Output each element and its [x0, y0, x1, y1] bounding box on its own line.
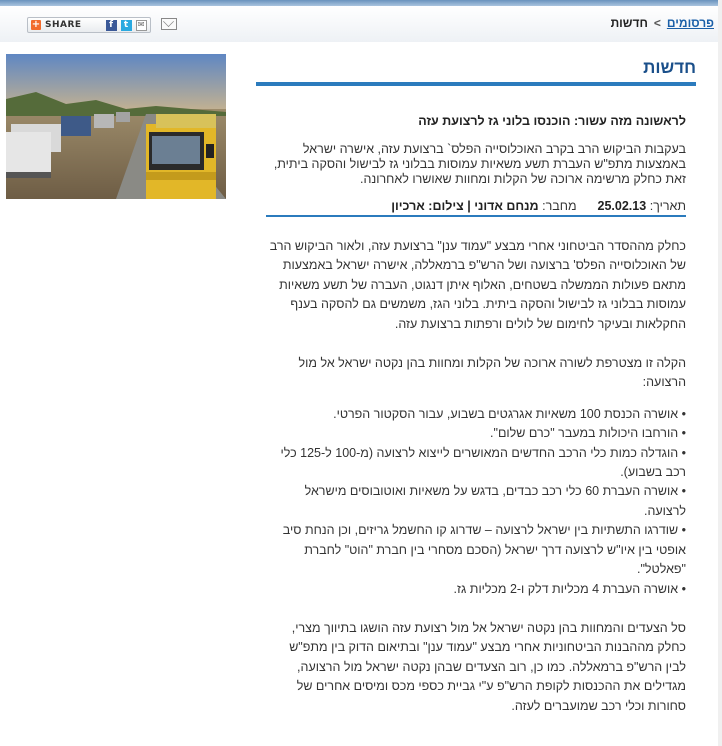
date-value: 25.02.13	[597, 199, 647, 213]
trucks-photo-illustration	[6, 54, 226, 199]
article-subtitle: לראשונה מזה עשור: הוכנסו בלוני גז לרצועת עזה	[418, 114, 686, 128]
author-label: מחבר:	[542, 199, 577, 213]
list-item: • אושרה העברת 4 מכליות דלק ו-2 מכליות גז.	[266, 580, 686, 599]
article-paragraph-2: הקלה זו מצטרפת לשורה ארוכה של הקלות ומחוות בהן נקטה ישראל אל מול הרצועה:	[298, 356, 686, 390]
list-item: • הוגדלה כמות כלי הרכב החדשים המאושרים לייצוא לרצועה (מ-100 ל-125 כלי רכב בשבוע).	[266, 444, 686, 483]
breadcrumb-current: חדשות	[610, 16, 648, 30]
list-item: • אושרה הכנסת 100 משאיות אגרגטים בשבוע, עבור הסקטור הפרטי.	[266, 405, 686, 424]
article-lead: בעקבות הביקוש הרב בקרב האוכלוסייה הפלס` ברצועת עזה, אישרה ישראל באמצעות מתפ"ש העברת תשע משאיות עמוסות בבלוני גז לבישול והסקה ביתית, זאת כחלק מרשימה ארוכה של הקלות ומחוות שאושרו לאחרונה.	[273, 142, 686, 186]
twitter-icon[interactable]: t	[121, 20, 132, 31]
author-value: מנחם אדוני | צילום: ארכיון	[391, 199, 539, 213]
article-photo	[6, 54, 226, 199]
scrollbar-edge	[718, 0, 722, 746]
email-icon[interactable]: ✉	[136, 20, 147, 31]
mail-icon[interactable]	[161, 18, 177, 30]
article-meta	[266, 199, 686, 217]
article-paragraph-3: סל הצעדים והמחוות בהן נקטה ישראל אל מול רצועת עזה הושגו בתיווך מצרי, כחלק מההבנות הביטחוניות אחרי מבצע "עמוד ענן" ובתיאום הדוק בין מתפ"ש לבין הרש"פ ברמאללה. כמו כן, רוב הצעדים שבהן נקטה ישראל מול הרצועה, מגדילים את ההכנסות לקופת הרש"פ ע"י גביית כספי מכס ומיסים אחרים של סחורות וכלי רכב שמועברים לעזה.	[289, 620, 686, 713]
list-item: • הורחבו היכולות במעבר "כרם שלום".	[266, 424, 686, 443]
facebook-icon[interactable]: f	[106, 20, 117, 31]
share-button[interactable]	[27, 17, 151, 33]
list-item: • שודרגו התשתיות בין ישראל לרצועה – שדרוג קו החשמל גריזים, וכן הנחת סיב אופטי בין איו"ש לרצועה דרך ישראל (הסכם מסחרי בין חברת "הוט" לחברת "פאלטל".	[266, 521, 686, 579]
share-plus-icon: +	[31, 19, 41, 30]
article-paragraph-1: כחלק מההסדר הביטחוני אחרי מבצע "עמוד ענן" ברצועת עזה, ולאור הביקוש הרב של האוכלוסייה הפלס' ברצועה ושל הרש"פ ברמאללה, אישרה ישראל באמצעות מתאם פעולות הממשלה בשטחים, האלוף איתן דנגוט, העברה של תשע משאיות עמוסות בבלוני גז לבישול והסקה ביתית. בלוני הגז, משמשים גם להסקה בענף החקלאות ובעיקר לחימום של לולים ורפתות ברצועת עזה.	[269, 239, 686, 331]
date-label: תאריך:	[649, 199, 686, 213]
breadcrumb-link-publications[interactable]: פרסומים	[666, 16, 714, 30]
article-content	[256, 54, 696, 716]
breadcrumb-separator: >	[653, 16, 661, 30]
breadcrumb	[611, 16, 714, 30]
page-title: חדשות	[256, 54, 696, 86]
share-label: SHARE	[45, 20, 82, 30]
list-item: • אושרה העברת 60 כלי רכב כבדים, בדגש על משאיות ואוטובוסים מישראל לרצועה.	[266, 482, 686, 521]
measures-list	[266, 405, 686, 599]
